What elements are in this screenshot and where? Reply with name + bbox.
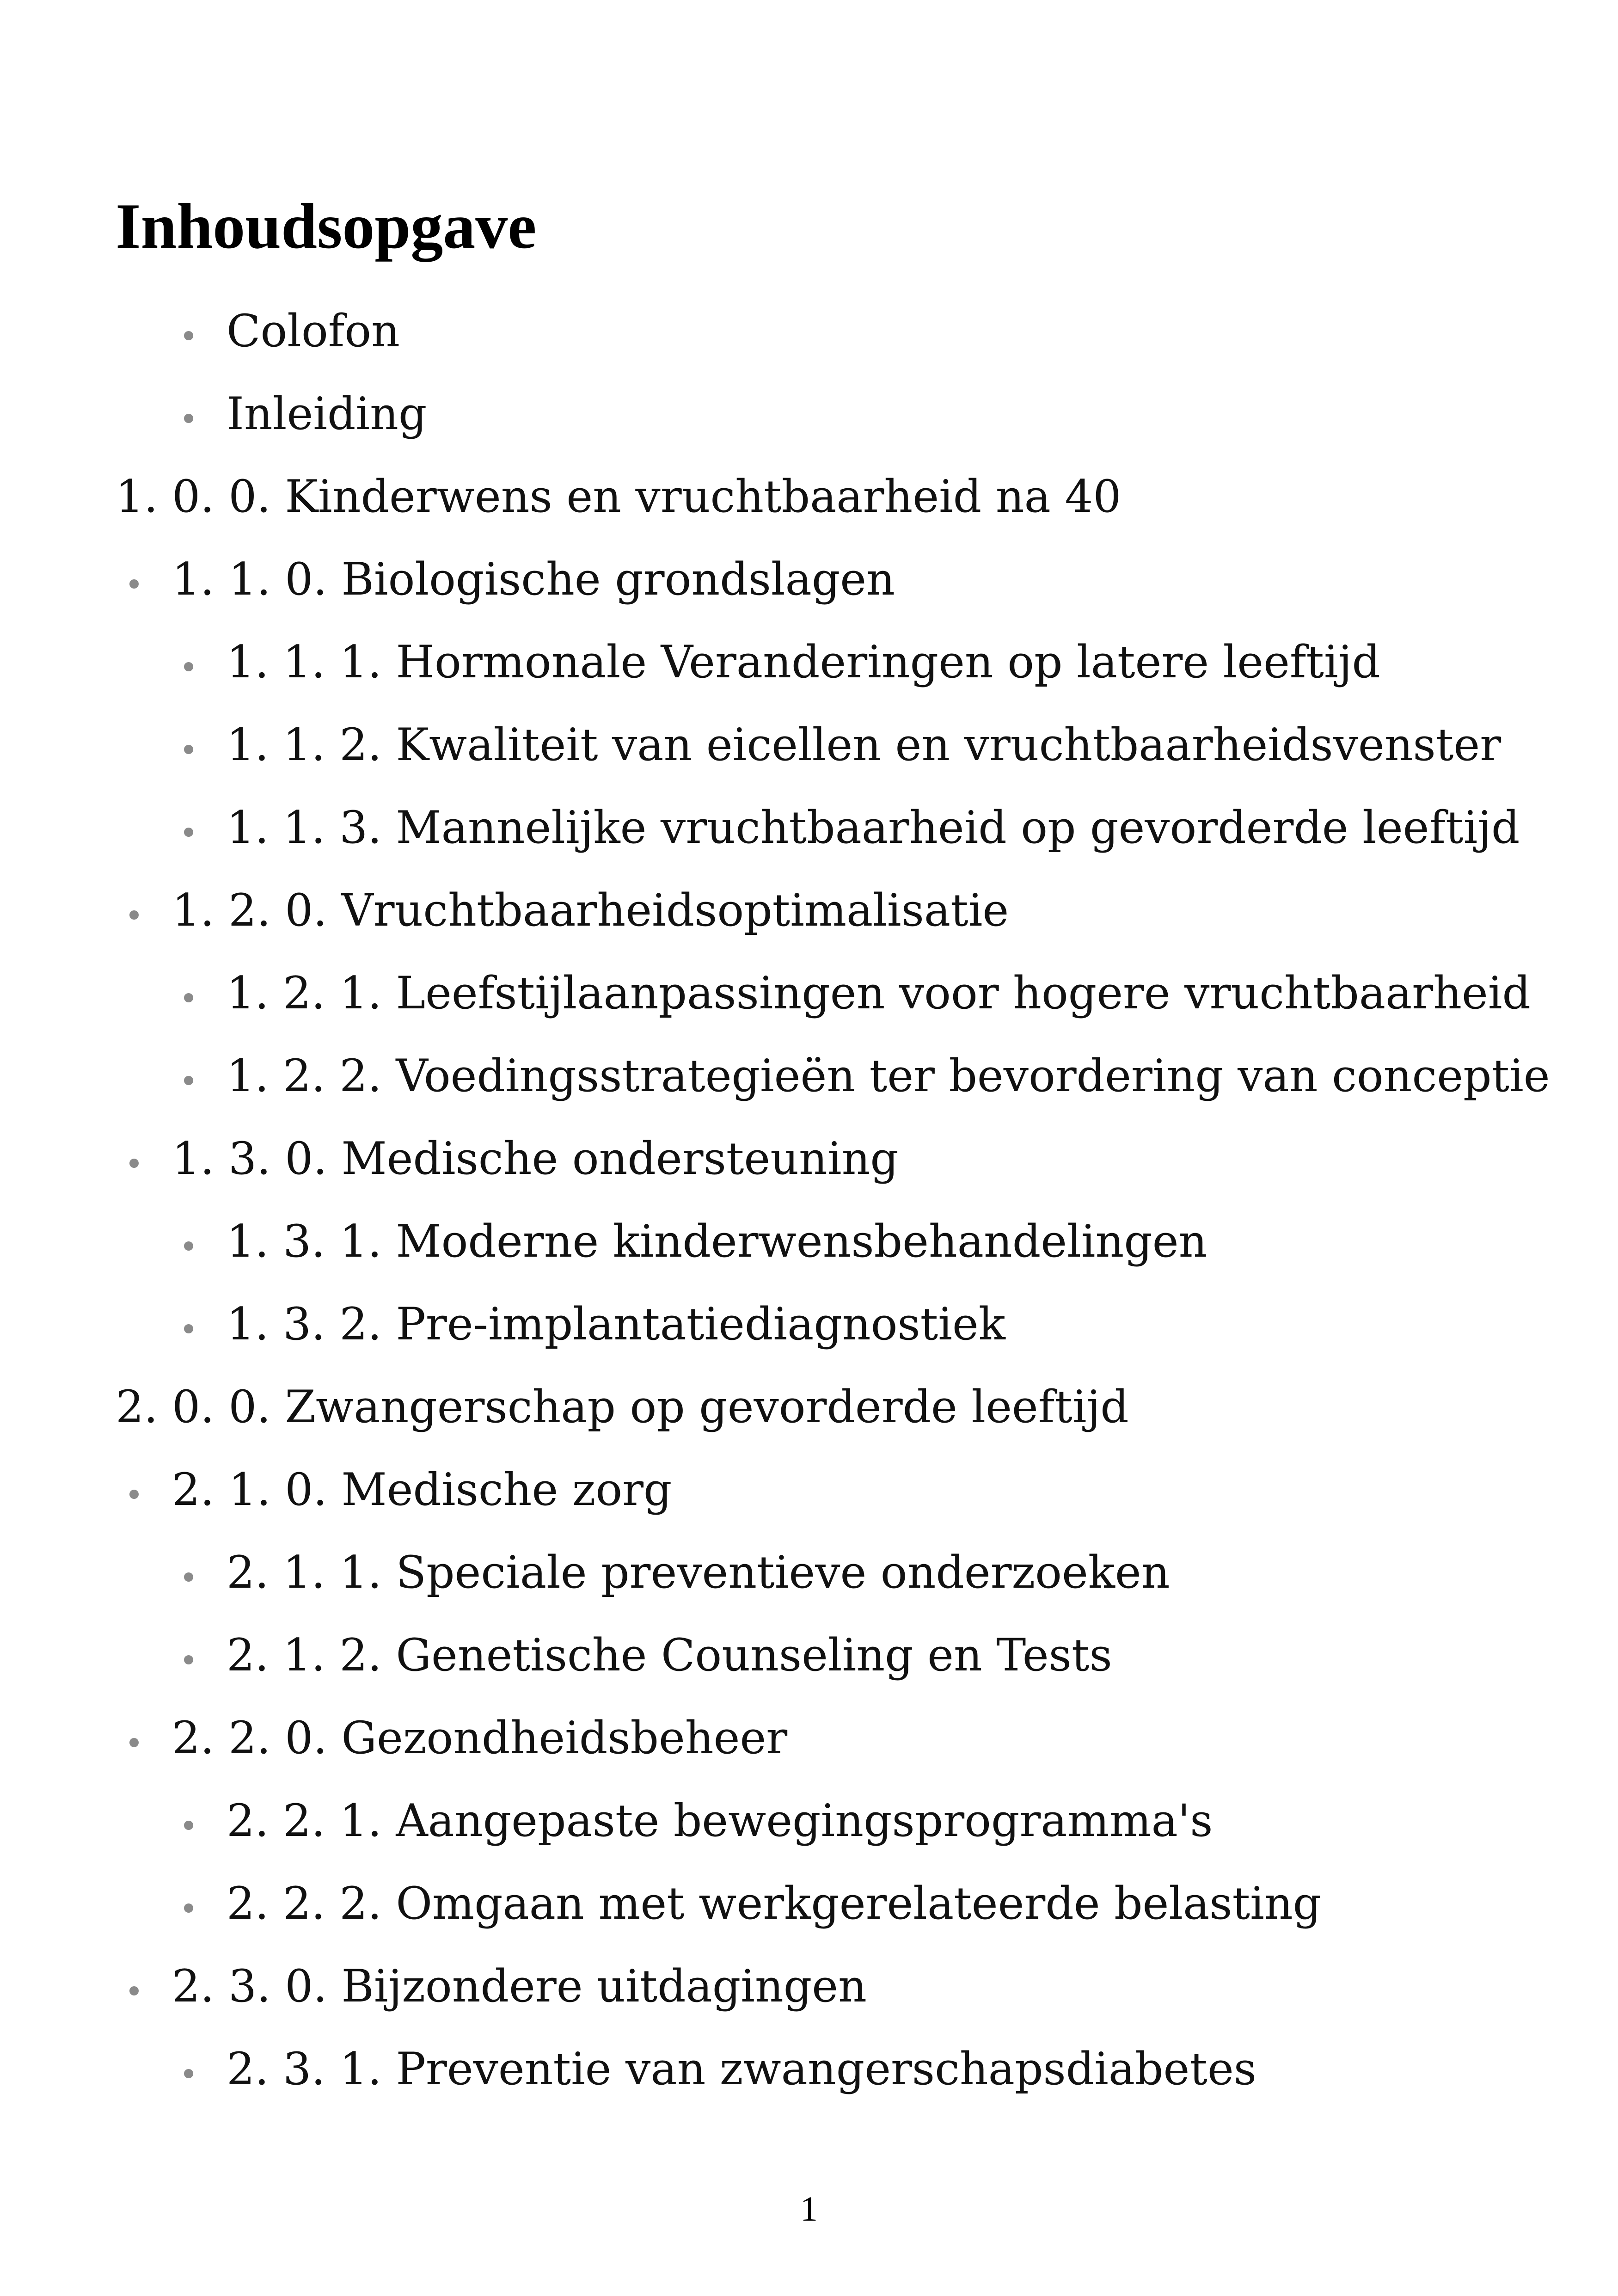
bullet-icon — [129, 1159, 139, 1168]
bullet-icon — [184, 1572, 193, 1582]
bullet-icon — [184, 662, 193, 671]
page-number: 1 — [800, 2190, 818, 2228]
bullet-icon — [184, 828, 193, 837]
toc-entry[interactable]: 1. 2. 0. Vruchtbaarheidsoptimalisatie — [172, 884, 1009, 936]
toc-entry[interactable]: 1. 1. 3. Mannelijke vruchtbaarheid op gevorderde leeftijd — [227, 802, 1520, 853]
bullet-icon — [184, 331, 193, 340]
bullet-icon — [184, 1241, 193, 1251]
toc-entry[interactable]: 2. 0. 0. Zwangerschap op gevorderde leeftijd — [116, 1381, 1129, 1433]
bullet-icon — [129, 1738, 139, 1747]
toc-entry[interactable]: 2. 2. 1. Aangepaste bewegingsprogramma's — [227, 1795, 1213, 1847]
bullet-icon — [129, 910, 139, 920]
toc-entry[interactable]: 2. 1. 2. Genetische Counseling en Tests — [227, 1629, 1112, 1681]
bullet-icon — [129, 1986, 139, 1995]
toc-entry[interactable]: 1. 1. 0. Biologische grondslagen — [172, 553, 895, 605]
page-title: Inhoudsopgave — [116, 190, 537, 262]
bullet-icon — [184, 1655, 193, 1664]
toc-entry[interactable]: 1. 3. 1. Moderne kinderwensbehandelingen — [227, 1216, 1207, 1267]
toc-entry[interactable]: 1. 0. 0. Kinderwens en vruchtbaarheid na 40 — [116, 471, 1122, 522]
toc-entry[interactable]: 1. 1. 2. Kwaliteit van eicellen en vruchtbaarheidsvenster — [227, 719, 1502, 771]
toc-entry[interactable]: 2. 3. 0. Bijzondere uitdagingen — [172, 1960, 867, 2012]
toc-entry[interactable]: 1. 3. 2. Pre-implantatiediagnostiek — [227, 1298, 1005, 1350]
toc-entry[interactable]: 1. 2. 2. Voedingsstrategieën ter bevordering van conceptie — [227, 1050, 1550, 1102]
bullet-icon — [184, 993, 193, 1002]
toc-entry[interactable]: 2. 1. 0. Medische zorg — [172, 1464, 672, 1516]
bullet-icon — [184, 1821, 193, 1830]
toc-entry[interactable]: 2. 2. 2. Omgaan met werkgerelateerde belasting — [227, 1878, 1322, 1929]
bullet-icon — [184, 1324, 193, 1333]
bullet-icon — [184, 414, 193, 423]
toc-entry[interactable]: 1. 2. 1. Leefstijlaanpassingen voor hogere vruchtbaarheid — [227, 967, 1531, 1019]
bullet-icon — [184, 1903, 193, 1913]
toc-entry[interactable]: 2. 2. 0. Gezondheidsbeheer — [172, 1712, 788, 1764]
bullet-icon — [184, 745, 193, 754]
toc-entry[interactable]: 1. 1. 1. Hormonale Veranderingen op latere leeftijd — [227, 636, 1380, 688]
toc-entry[interactable]: Colofon — [227, 305, 400, 357]
bullet-icon — [129, 1490, 139, 1499]
toc-entry[interactable]: 1. 3. 0. Medische ondersteuning — [172, 1133, 899, 1185]
bullet-icon — [184, 1076, 193, 1085]
toc-entry[interactable]: 2. 1. 1. Speciale preventieve onderzoeken — [227, 1547, 1170, 1598]
toc-entry[interactable]: Inleiding — [227, 388, 427, 440]
bullet-icon — [129, 579, 139, 589]
bullet-icon — [184, 2069, 193, 2078]
toc-entry[interactable]: 2. 3. 1. Preventie van zwangerschapsdiabetes — [227, 2043, 1257, 2095]
